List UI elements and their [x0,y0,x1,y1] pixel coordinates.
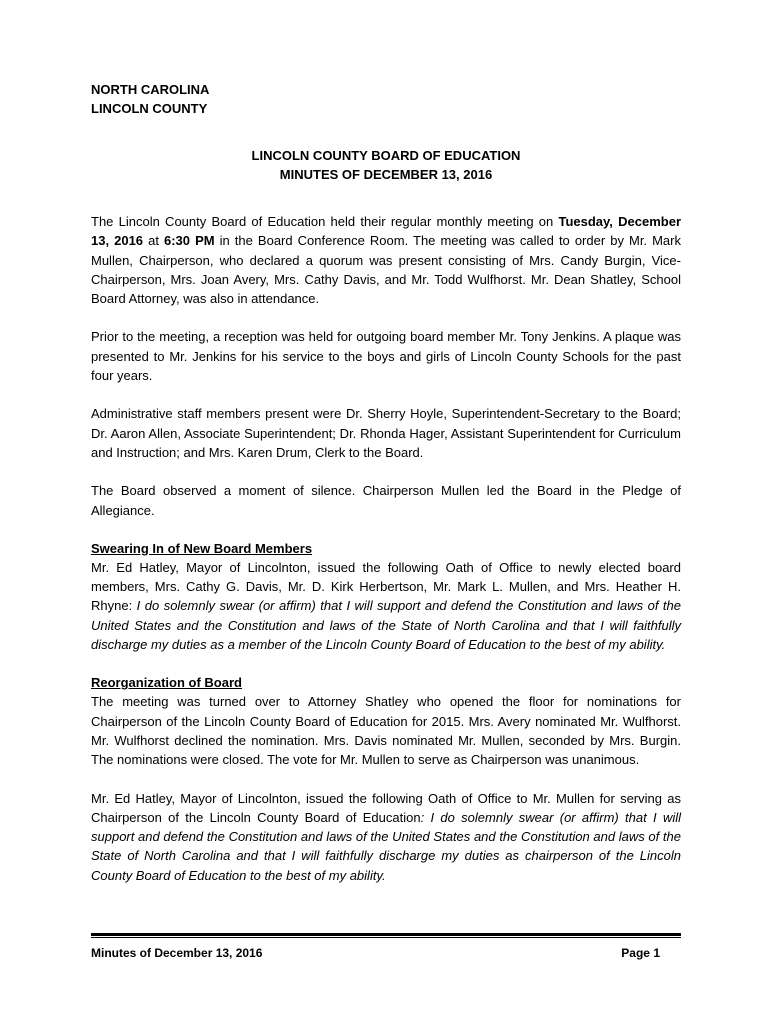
chair-oath-paragraph [91,789,681,885]
intro-text-1: The Lincoln County Board of Education held their regular monthly meeting on [91,214,559,229]
reorganization-heading: Reorganization of Board [91,675,242,691]
silence-paragraph: The Board observed a moment of silence. Chairperson Mullen led the Board in the Pledge of Allegiance. [91,483,681,518]
minutes-title: MINUTES OF DECEMBER 13, 2016 [279,167,493,182]
county-heading: LINCOLN COUNTY [91,101,208,116]
meeting-time: 6:30 PM [164,233,215,249]
state-heading: NORTH CAROLINA [91,82,210,97]
board-oath-text: I do solemnly swear (or affirm) that I will support and defend the Constitution and laws of the United States and the Constitution and laws of the State of North Carolina and that I will faithfully discharge my duties as a member of the Lincoln County Board of Education to the best of my ability. [91,598,681,653]
swearing-in-heading: Swearing In of New Board Members [91,540,313,556]
footer-title: Minutes of December 13, 2016 [91,946,263,960]
meeting-date: Tuesday, December 13, 2016 [91,214,682,249]
intro-paragraph [91,212,681,308]
board-title: LINCOLN COUNTY BOARD OF EDUCATION [251,148,521,163]
staff-paragraph: Administrative staff members present were Dr. Sherry Hoyle, Superintendent-Secretary to the Board; Dr. Aaron Allen, Associate Superintendent; Dr. Rhonda Hager, Assistant Superintendent for Curriculum and Instruction; and Mrs. Karen Drum, Clerk to the Board. [91,406,681,460]
chair-oath-text: Mr. Ed Hatley, Mayor of Lincolnton, issued the following Oath of Office to Mr. Mullen for serving as Chairperson of the Lincoln County Board of Education [91,790,681,825]
intro-text-2: at [143,233,164,249]
swearing-in-text: Mr. Ed Hatley, Mayor of Lincolnton, issued the following Oath of Office to newly elected board members, Mrs. Cathy G. Davis, Mr. D. Kirk Herbertson, Mr. Mark L. Mullen, and Mrs. Heather H. Rhyne: [91,559,681,614]
intro-text-3: in the Board Conference Room. The meeting was called to order by Mr. Mark Mullen, Chairperson, who declared a quorum was present consisting of Mrs. Candy Burgin, Vice-Chairperson, Mrs. Joan Avery, Mrs. Cathy Davis, and Mr. Todd Wulfhorst. Mr. Dean Shatley, School Board Attorney, was also in attendance. [91,233,681,307]
footer-rule [91,933,681,938]
reorganization-paragraph: The meeting was turned over to Attorney Shatley who opened the floor for nominations for Chairperson of the Lincoln County Board of Education for 2015. Mrs. Avery nominated Mr. Wulfhorst. Mr. Wulfhorst declined the nomination. Mrs. Davis nominated Mr. Mullen, seconded by Mrs. Burgin. The nominations were closed. The vote for Mr. Mullen to serve as Chairperson was unanimous. [91,694,681,768]
reception-paragraph: Prior to the meeting, a reception was held for outgoing board member Mr. Tony Jenkins. A plaque was presented to Mr. Jenkins for his service to the boys and girls of Lincoln County Schools for the past four years. [91,329,681,384]
page-number: Page 1 [621,946,660,960]
swearing-in-paragraph [91,558,681,654]
document-page [91,80,681,885]
chair-oath-italic: : I do solemnly swear (or affirm) that I will support and defend the Constitution and laws of the United States and the Constitution and laws of the State of North Carolina and that I will faithfully discharge my duties as chairperson of the Lincoln County Board of Education to the best of my ability. [91,809,682,883]
